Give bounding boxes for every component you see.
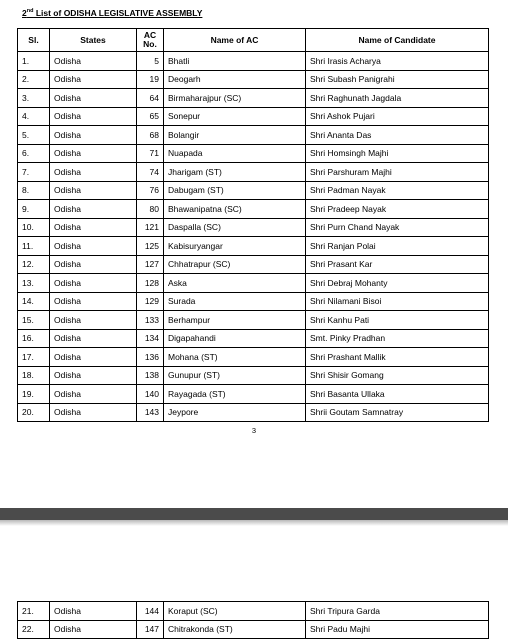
cell-ac-no: 121 [137,218,164,237]
cell-sl: 19. [18,385,50,404]
cell-ac-no: 128 [137,274,164,293]
cell-ac-no: 76 [137,181,164,200]
cell-candidate: Shrii Goutam Samnatray [306,403,489,422]
cell-state: Odisha [50,403,137,422]
cell-ac-no: 71 [137,144,164,163]
cell-ac-name: Bhatli [164,52,306,71]
table-row [18,181,489,200]
table-row [18,274,489,293]
cell-state: Odisha [50,89,137,108]
page-number: 3 [251,426,257,435]
cell-candidate: Smt. Pinky Pradhan [306,329,489,348]
cell-ac-no: 68 [137,126,164,145]
cell-state: Odisha [50,144,137,163]
header-name-of-candidate: Name of Candidate [306,29,489,52]
cell-state: Odisha [50,385,137,404]
cell-sl: 12. [18,255,50,274]
cell-candidate: Shri Parshuram Majhi [306,163,489,182]
cell-sl: 18. [18,366,50,385]
cell-ac-name: Daspalla (SC) [164,218,306,237]
header-ac-no [137,29,164,52]
table-row [18,218,489,237]
table-row [18,163,489,182]
cell-ac-no: 64 [137,89,164,108]
cell-candidate: Shri Purn Chand Nayak [306,218,489,237]
cell-ac-no: 136 [137,348,164,367]
cell-state: Odisha [50,329,137,348]
cell-sl: 2. [18,70,50,89]
cell-ac-name: Chitrakonda (ST) [164,620,306,639]
cell-sl: 10. [18,218,50,237]
cell-sl: 22. [18,620,50,639]
cell-ac-name: Gunupur (ST) [164,366,306,385]
cell-ac-no: 133 [137,311,164,330]
cell-candidate: Shri Kanhu Pati [306,311,489,330]
cell-state: Odisha [50,181,137,200]
header-ac-no-line1: AC [143,30,157,40]
cell-candidate: Shri Tripura Garda [306,602,489,621]
header-states: States [50,29,137,52]
cell-ac-name: Bolangir [164,126,306,145]
candidate-table-continued [17,601,489,639]
table-row [18,70,489,89]
cell-ac-name: Kabisuryangar [164,237,306,256]
cell-ac-name: Chhatrapur (SC) [164,255,306,274]
cell-ac-no: 19 [137,70,164,89]
table-row [18,89,489,108]
cell-sl: 3. [18,89,50,108]
table-body-page-1 [18,52,489,422]
cell-state: Odisha [50,602,137,621]
page-separator [0,508,508,520]
table-row [18,385,489,404]
cell-sl: 7. [18,163,50,182]
table-row [18,52,489,71]
cell-sl: 21. [18,602,50,621]
cell-state: Odisha [50,163,137,182]
cell-candidate: Shri Ananta Das [306,126,489,145]
table-row [18,107,489,126]
cell-ac-no: 147 [137,620,164,639]
cell-ac-name: Aska [164,274,306,293]
candidate-table [17,28,489,422]
cell-candidate: Shri Padu Majhi [306,620,489,639]
cell-ac-name: Sonepur [164,107,306,126]
cell-ac-name: Jeypore [164,403,306,422]
cell-sl: 17. [18,348,50,367]
cell-ac-no: 74 [137,163,164,182]
cell-state: Odisha [50,237,137,256]
cell-ac-name: Deogarh [164,70,306,89]
table-row [18,144,489,163]
table-row [18,366,489,385]
list-title-ordinal-suffix: nd [26,8,34,15]
cell-ac-name: Surada [164,292,306,311]
cell-ac-name: Birmaharajpur (SC) [164,89,306,108]
table-row [18,602,489,621]
cell-ac-no: 65 [137,107,164,126]
cell-ac-no: 143 [137,403,164,422]
cell-candidate: Shri Irasis Acharya [306,52,489,71]
cell-ac-no: 138 [137,366,164,385]
cell-state: Odisha [50,107,137,126]
cell-ac-no: 140 [137,385,164,404]
cell-candidate: Shri Padman Nayak [306,181,489,200]
table-row [18,403,489,422]
cell-state: Odisha [50,620,137,639]
cell-sl: 11. [18,237,50,256]
cell-ac-name: Bhawanipatna (SC) [164,200,306,219]
cell-candidate: Shri Nilamani Bisoi [306,292,489,311]
table-row [18,311,489,330]
cell-ac-no: 80 [137,200,164,219]
cell-candidate: Shri Raghunath Jagdala [306,89,489,108]
header-name-of-ac: Name of AC [164,29,306,52]
cell-state: Odisha [50,52,137,71]
cell-state: Odisha [50,218,137,237]
table-body-page-2 [18,602,489,639]
table-row [18,255,489,274]
cell-ac-name: Dabugam (ST) [164,181,306,200]
cell-state: Odisha [50,366,137,385]
cell-state: Odisha [50,70,137,89]
cell-sl: 16. [18,329,50,348]
cell-sl: 8. [18,181,50,200]
cell-ac-name: Mohana (ST) [164,348,306,367]
cell-candidate: Shri Basanta Ullaka [306,385,489,404]
cell-candidate: Shri Subash Panigrahi [306,70,489,89]
cell-state: Odisha [50,292,137,311]
cell-ac-name: Digapahandi [164,329,306,348]
cell-ac-no: 5 [137,52,164,71]
cell-sl: 20. [18,403,50,422]
cell-state: Odisha [50,255,137,274]
table-row [18,292,489,311]
cell-sl: 9. [18,200,50,219]
table-row [18,329,489,348]
page-separator-shadow [0,520,508,526]
table-row [18,348,489,367]
cell-ac-no: 127 [137,255,164,274]
cell-sl: 5. [18,126,50,145]
cell-state: Odisha [50,274,137,293]
cell-state: Odisha [50,126,137,145]
table-row [18,126,489,145]
table-row [18,200,489,219]
cell-candidate: Shri Prashant Mallik [306,348,489,367]
table-row [18,237,489,256]
cell-state: Odisha [50,348,137,367]
cell-candidate: Shri Ranjan Polai [306,237,489,256]
header-sl: Sl. [18,29,50,52]
list-title-text: List of ODISHA LEGISLATIVE ASSEMBLY [33,8,203,18]
cell-ac-no: 144 [137,602,164,621]
table-header-row [18,29,489,52]
cell-ac-no: 134 [137,329,164,348]
table-row [18,620,489,639]
cell-sl: 6. [18,144,50,163]
header-ac-no-line2: No. [143,39,157,49]
cell-state: Odisha [50,311,137,330]
cell-candidate: Shri Ashok Pujari [306,107,489,126]
cell-sl: 4. [18,107,50,126]
list-title [22,8,202,18]
cell-sl: 14. [18,292,50,311]
cell-ac-name: Jharigam (ST) [164,163,306,182]
list-title-number: 2 [22,8,27,18]
cell-sl: 1. [18,52,50,71]
cell-ac-no: 125 [137,237,164,256]
cell-ac-name: Nuapada [164,144,306,163]
cell-ac-name: Berhampur [164,311,306,330]
cell-candidate: Shri Prasant Kar [306,255,489,274]
cell-candidate: Shri Debraj Mohanty [306,274,489,293]
cell-ac-name: Koraput (SC) [164,602,306,621]
cell-sl: 13. [18,274,50,293]
cell-candidate: Shri Homsingh Majhi [306,144,489,163]
cell-sl: 15. [18,311,50,330]
cell-ac-no: 129 [137,292,164,311]
cell-ac-name: Rayagada (ST) [164,385,306,404]
cell-candidate: Shri Pradeep Nayak [306,200,489,219]
cell-state: Odisha [50,200,137,219]
cell-candidate: Shri Shisir Gomang [306,366,489,385]
